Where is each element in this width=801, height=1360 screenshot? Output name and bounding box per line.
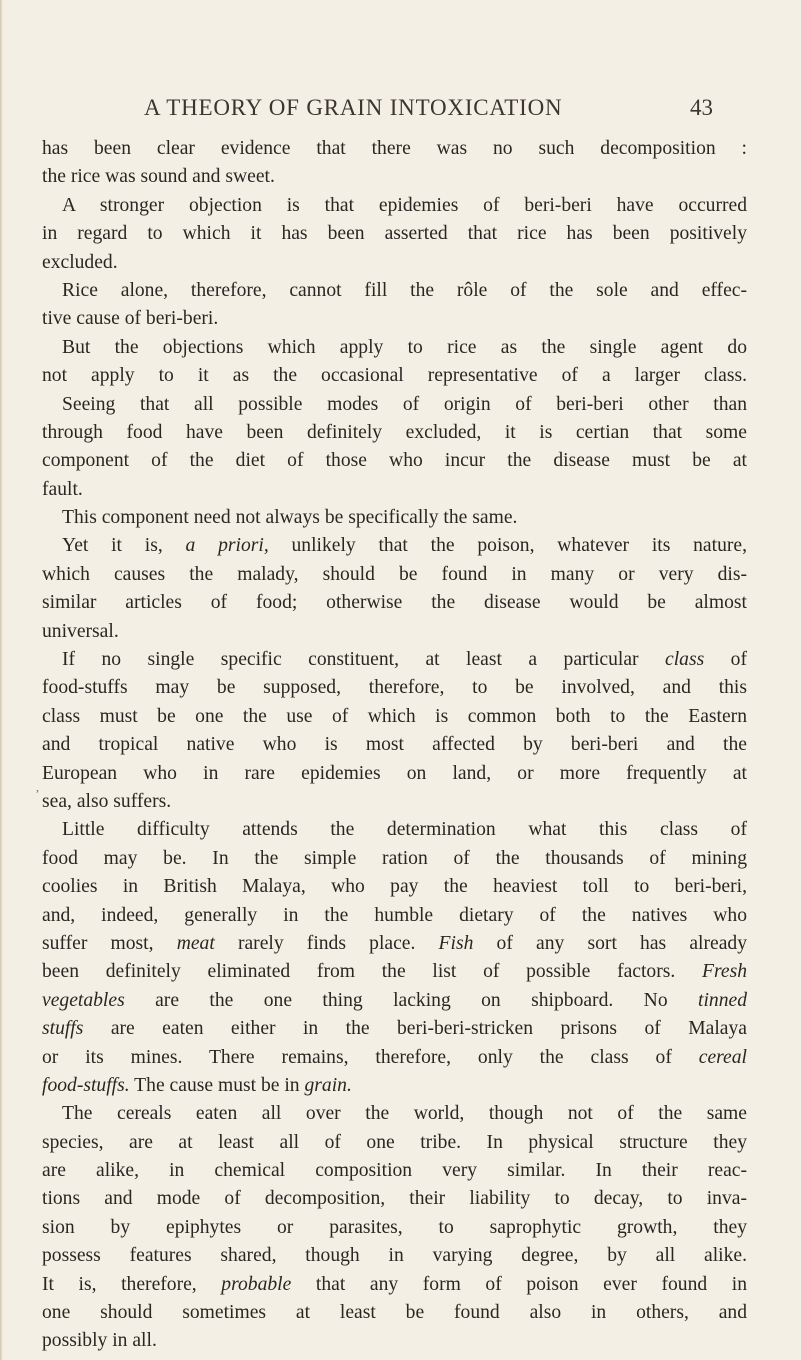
- text-line: [42, 930, 747, 958]
- page-edge: [0, 0, 3, 1360]
- text-segment: not apply to it as the occasional representative of a larger class.: [42, 365, 747, 387]
- page-header: [0, 95, 801, 123]
- text-segment: unlikely that the poison, whatever its nature,: [268, 535, 747, 557]
- text-segment: food-stuffs may be supposed, therefore, to be involved, and this: [42, 677, 747, 699]
- text-line: [42, 163, 747, 191]
- text-line: [42, 1299, 747, 1327]
- text-segment: Yet it is,: [62, 535, 186, 557]
- text-segment: and, indeed, generally in the humble dietary of the natives who: [42, 904, 747, 926]
- text-line: [42, 674, 747, 702]
- text-line: [42, 731, 747, 759]
- text-line: [42, 391, 747, 419]
- text-segment: which causes the malady, should be found in many or very dis-: [42, 563, 747, 585]
- text-line: [42, 1327, 747, 1355]
- italic-text: class: [665, 649, 705, 671]
- text-line: [42, 646, 747, 674]
- text-segment: The cereals eaten all over the world, though not of the same: [62, 1103, 747, 1125]
- text-segment: coolies in British Malaya, who pay the heaviest toll to beri-beri,: [42, 876, 747, 898]
- text-line: [42, 476, 747, 504]
- italic-text: food-stuffs.: [42, 1074, 130, 1096]
- text-segment: A stronger objection is that epidemies of beri-beri have occurred: [62, 194, 747, 216]
- text-line: [42, 447, 747, 475]
- text-segment: Little difficulty attends the determination what this class of: [62, 819, 747, 841]
- text-segment: fault.: [42, 478, 83, 500]
- body-text: [42, 135, 747, 1356]
- text-segment: similar articles of food; otherwise the disease would be almost: [42, 592, 747, 614]
- text-line: [42, 561, 747, 589]
- text-line: [42, 1129, 747, 1157]
- text-segment: rarely finds place.: [214, 932, 439, 954]
- text-line: [42, 504, 747, 532]
- text-line: [42, 958, 747, 986]
- text-segment: been definitely eliminated from the list of possible factors.: [42, 961, 702, 983]
- italic-text: tinned: [698, 989, 747, 1011]
- italic-text: meat: [176, 932, 215, 954]
- text-segment: one should sometimes at least be found also in others, and: [42, 1302, 747, 1324]
- text-segment: has been clear evidence that there was no such decomposition :: [42, 138, 747, 159]
- text-line: [42, 589, 747, 617]
- italic-text: Fresh: [702, 961, 747, 983]
- text-segment: If no single specific constituent, at least a particular: [62, 649, 666, 671]
- text-segment: excluded.: [42, 251, 118, 273]
- italic-text: probable: [221, 1273, 292, 1295]
- text-line: [42, 419, 747, 447]
- text-line: [42, 873, 747, 901]
- text-line: [42, 816, 747, 844]
- text-segment: universal.: [42, 620, 119, 642]
- text-segment: possess features shared, though in varying degree, by all alike.: [42, 1245, 747, 1267]
- text-segment: that any form of poison ever found in: [291, 1273, 747, 1295]
- text-segment: Rice alone, therefore, cannot fill the rôle of the sole and effec-: [62, 279, 747, 301]
- text-segment: European who in rare epidemies on land, or more frequently at: [42, 762, 747, 784]
- text-segment: are alike, in chemical composition very similar. In their reac-: [42, 1160, 747, 1182]
- text-segment: This component need not always be specifically the same.: [62, 507, 518, 529]
- text-line: [42, 1185, 747, 1213]
- italic-text: cereal: [698, 1046, 747, 1068]
- text-segment: suffer most,: [42, 932, 177, 954]
- text-segment: tions and mode of decomposition, their liability to decay, to inva-: [42, 1188, 747, 1210]
- text-line: [42, 1100, 747, 1128]
- text-segment: and tropical native who is most affected by beri-beri and the: [42, 734, 747, 756]
- text-segment: are eaten either in the beri-beri-stricken prisons of Malaya: [83, 1018, 747, 1040]
- text-segment: the rice was sound and sweet.: [42, 166, 275, 188]
- text-line: [42, 532, 747, 560]
- text-line: [42, 334, 747, 362]
- text-segment: The cause must be in: [129, 1074, 305, 1096]
- text-line: [42, 1015, 747, 1043]
- text-line: [42, 902, 747, 930]
- italic-text: vegetables: [42, 989, 125, 1011]
- margin-tick-mark: ,: [36, 780, 39, 794]
- text-segment: component of the diet of those who incur the disease must be at: [42, 450, 747, 472]
- text-line: [42, 760, 747, 788]
- text-segment: possibly in all.: [42, 1330, 157, 1352]
- text-line: [42, 135, 747, 163]
- running-head: A THEORY OF GRAIN INTOXICATION: [144, 95, 563, 120]
- text-segment: sea, also suffers.: [42, 790, 172, 812]
- text-line: [42, 618, 747, 646]
- text-segment: or its mines. There remains, therefore, only the class of: [42, 1046, 699, 1068]
- text-line: [42, 277, 747, 305]
- italic-text: stuffs: [42, 1018, 84, 1040]
- text-segment: tive cause of beri-beri.: [42, 308, 219, 330]
- text-segment: Seeing that all possible modes of origin of beri-beri other than: [62, 393, 747, 415]
- text-line: [42, 703, 747, 731]
- text-line: [42, 220, 747, 248]
- text-segment: class must be one the use of which is common both to the Eastern: [42, 705, 747, 727]
- text-segment: through food have been definitely excluded, it is certian that some: [42, 421, 747, 443]
- text-line: [42, 1044, 747, 1072]
- text-line: [42, 1214, 747, 1242]
- italic-text: Fish: [438, 932, 474, 954]
- text-line: [42, 1072, 747, 1100]
- text-line: [42, 1271, 747, 1299]
- text-segment: are the one thing lacking on shipboard. No: [124, 989, 699, 1011]
- text-line: [42, 362, 747, 390]
- text-segment: species, are at least all of one tribe. In physical structure they: [42, 1131, 747, 1153]
- italic-text: a priori,: [185, 535, 269, 557]
- page-number: 43: [690, 95, 713, 120]
- text-line: [42, 1242, 747, 1270]
- text-segment: food may be. In the simple ration of the thousands of mining: [42, 847, 747, 869]
- text-segment: sion by epiphytes or parasites, to saprophytic growth, they: [42, 1216, 747, 1238]
- text-segment: in regard to which it has been asserted that rice has been positively: [42, 223, 747, 245]
- text-line: [42, 192, 747, 220]
- text-segment: of: [704, 649, 747, 671]
- text-segment: of any sort has already: [473, 932, 747, 954]
- italic-text: grain.: [304, 1074, 352, 1096]
- text-line: [42, 1157, 747, 1185]
- text-line: [42, 788, 747, 816]
- text-segment: It is, therefore,: [42, 1273, 222, 1295]
- text-line: [42, 249, 747, 277]
- text-line: [42, 845, 747, 873]
- text-line: [42, 305, 747, 333]
- text-segment: But the objections which apply to rice as the single agent do: [62, 336, 747, 358]
- text-line: [42, 987, 747, 1015]
